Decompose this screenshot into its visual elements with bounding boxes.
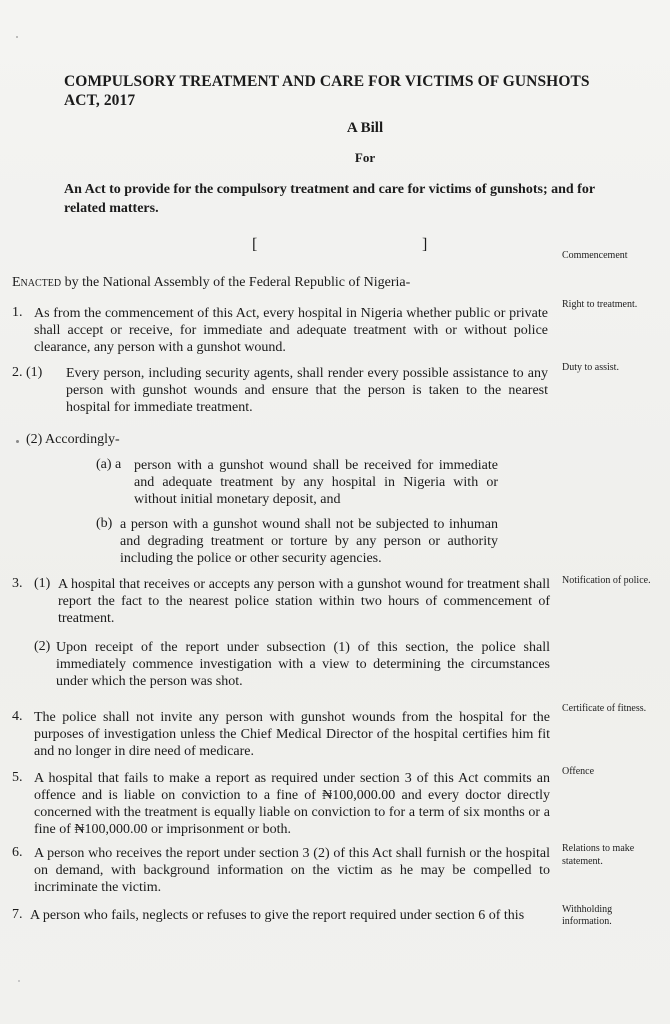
scan-speck: [16, 36, 18, 38]
section-7-text: A person who fails, neglects or refuses to give the report required under section 6 of this: [30, 908, 525, 923]
margin-note-withholding-line-1: Withholding: [562, 904, 613, 915]
section-3-2-text: Upon receipt of the report under subsection (1) of this section, the police shall immediately commence investigation with a view to determining the circumstances under which the person was shot.: [56, 640, 550, 689]
section-2-2-a-text: person with a gunshot wound shall be received for immediate and adequate treatment by any hospital in Nigeria with or without initial monetary deposit, and: [134, 458, 498, 507]
section-2-1-body: Every person, including security agents, shall render every possible assistance to any person with gunshot wounds and ensure that the person is taken to the nearest hospital for immediate treatment.: [66, 366, 548, 415]
act-description: An Act to provide for the compulsory treatment and care for victims of gunshots; and for related matters.: [64, 182, 595, 216]
scan-dot: [16, 440, 19, 443]
section-1-text: As from the commencement of this Act, every hospital in Nigeria whether public or private shall accept or receive, for immediate and adequate treatment with or without police clearance, any person with a gunshot wound.: [34, 306, 548, 355]
section-2-1-text: [66, 365, 548, 416]
section-3-1-text: A hospital that receives or accepts any person with a gunshot wound for treatment shall report the fact to the nearest police station within two hours of commencement of treatment.: [58, 577, 550, 626]
section-2-2-label: (2) Accordingly-: [26, 432, 120, 447]
section-4-number: 4.: [12, 709, 23, 724]
margin-note-offence: Offence: [562, 766, 595, 777]
bracket-close: ]: [422, 236, 428, 253]
margin-note-right-to-treatment: Right to treatment.: [562, 299, 638, 310]
section-4-text: The police shall not invite any person with gunshot wounds from the hospital for the purposes of investigation unless the Chief Medical Director of the hospital certifies him fit and no longer in dire need of medicare.: [34, 710, 550, 759]
section-7-number: 7.: [12, 907, 23, 922]
section-2-number: 2. (1): [12, 365, 43, 380]
enacting-clause: [12, 274, 552, 291]
margin-note-duty-to-assist: Duty to assist.: [562, 362, 619, 373]
section-3-1-label: (1): [34, 576, 51, 591]
enacted-word: Enacted: [12, 275, 62, 290]
margin-note-commencement: Commencement: [562, 250, 628, 261]
section-2-2-b-text: a person with a gunshot wound shall not be subjected to inhuman and degrading treatment or torture by any person or authority including the police or other security agencies.: [120, 517, 498, 566]
section-6-number: 6.: [12, 845, 23, 860]
act-title: COMPULSORY TREATMENT AND CARE FOR VICTIMS OF GUNSHOTS ACT, 2017: [64, 73, 590, 109]
section-5-number: 5.: [12, 770, 23, 785]
for-label: For: [354, 150, 376, 165]
section-2-2-b-label: (b): [96, 516, 113, 531]
section-1-number: 1.: [12, 305, 23, 320]
margin-note-certificate-of-fitness: Certificate of fitness.: [562, 703, 647, 714]
section-6-text: A person who receives the report under section 3 (2) of this Act shall furnish or the hospital on demand, with background information on the victim as he may be compelled to incriminate the victim.: [34, 846, 550, 895]
scan-speck: [18, 980, 20, 982]
bill-label: A Bill: [346, 120, 384, 136]
margin-note-notification-of-police: Notification of police.: [562, 575, 651, 586]
section-2-2-a-label: (a) a: [96, 457, 122, 472]
margin-note-relations-line-2: statement.: [562, 856, 603, 867]
margin-note-withholding-line-2: information.: [562, 916, 612, 927]
section-3-2-label: (2): [34, 639, 51, 654]
bracket-open: [: [252, 236, 258, 253]
section-3-number: 3.: [12, 576, 23, 591]
section-5-text: A hospital that fails to make a report as required under section 3 of this Act commits an offence and is liable on conviction to a fine of ₦100,000.00 and every doctor directly concerned with the treatment is equally liable on conviction to for a term of six months or a fine of ₦100,000.00 or imprisonment or both.: [34, 771, 550, 837]
margin-note-relations-line-1: Relations to make: [562, 843, 635, 854]
enacted-rest: by the National Assembly of the Federal Republic of Nigeria-: [61, 275, 411, 290]
